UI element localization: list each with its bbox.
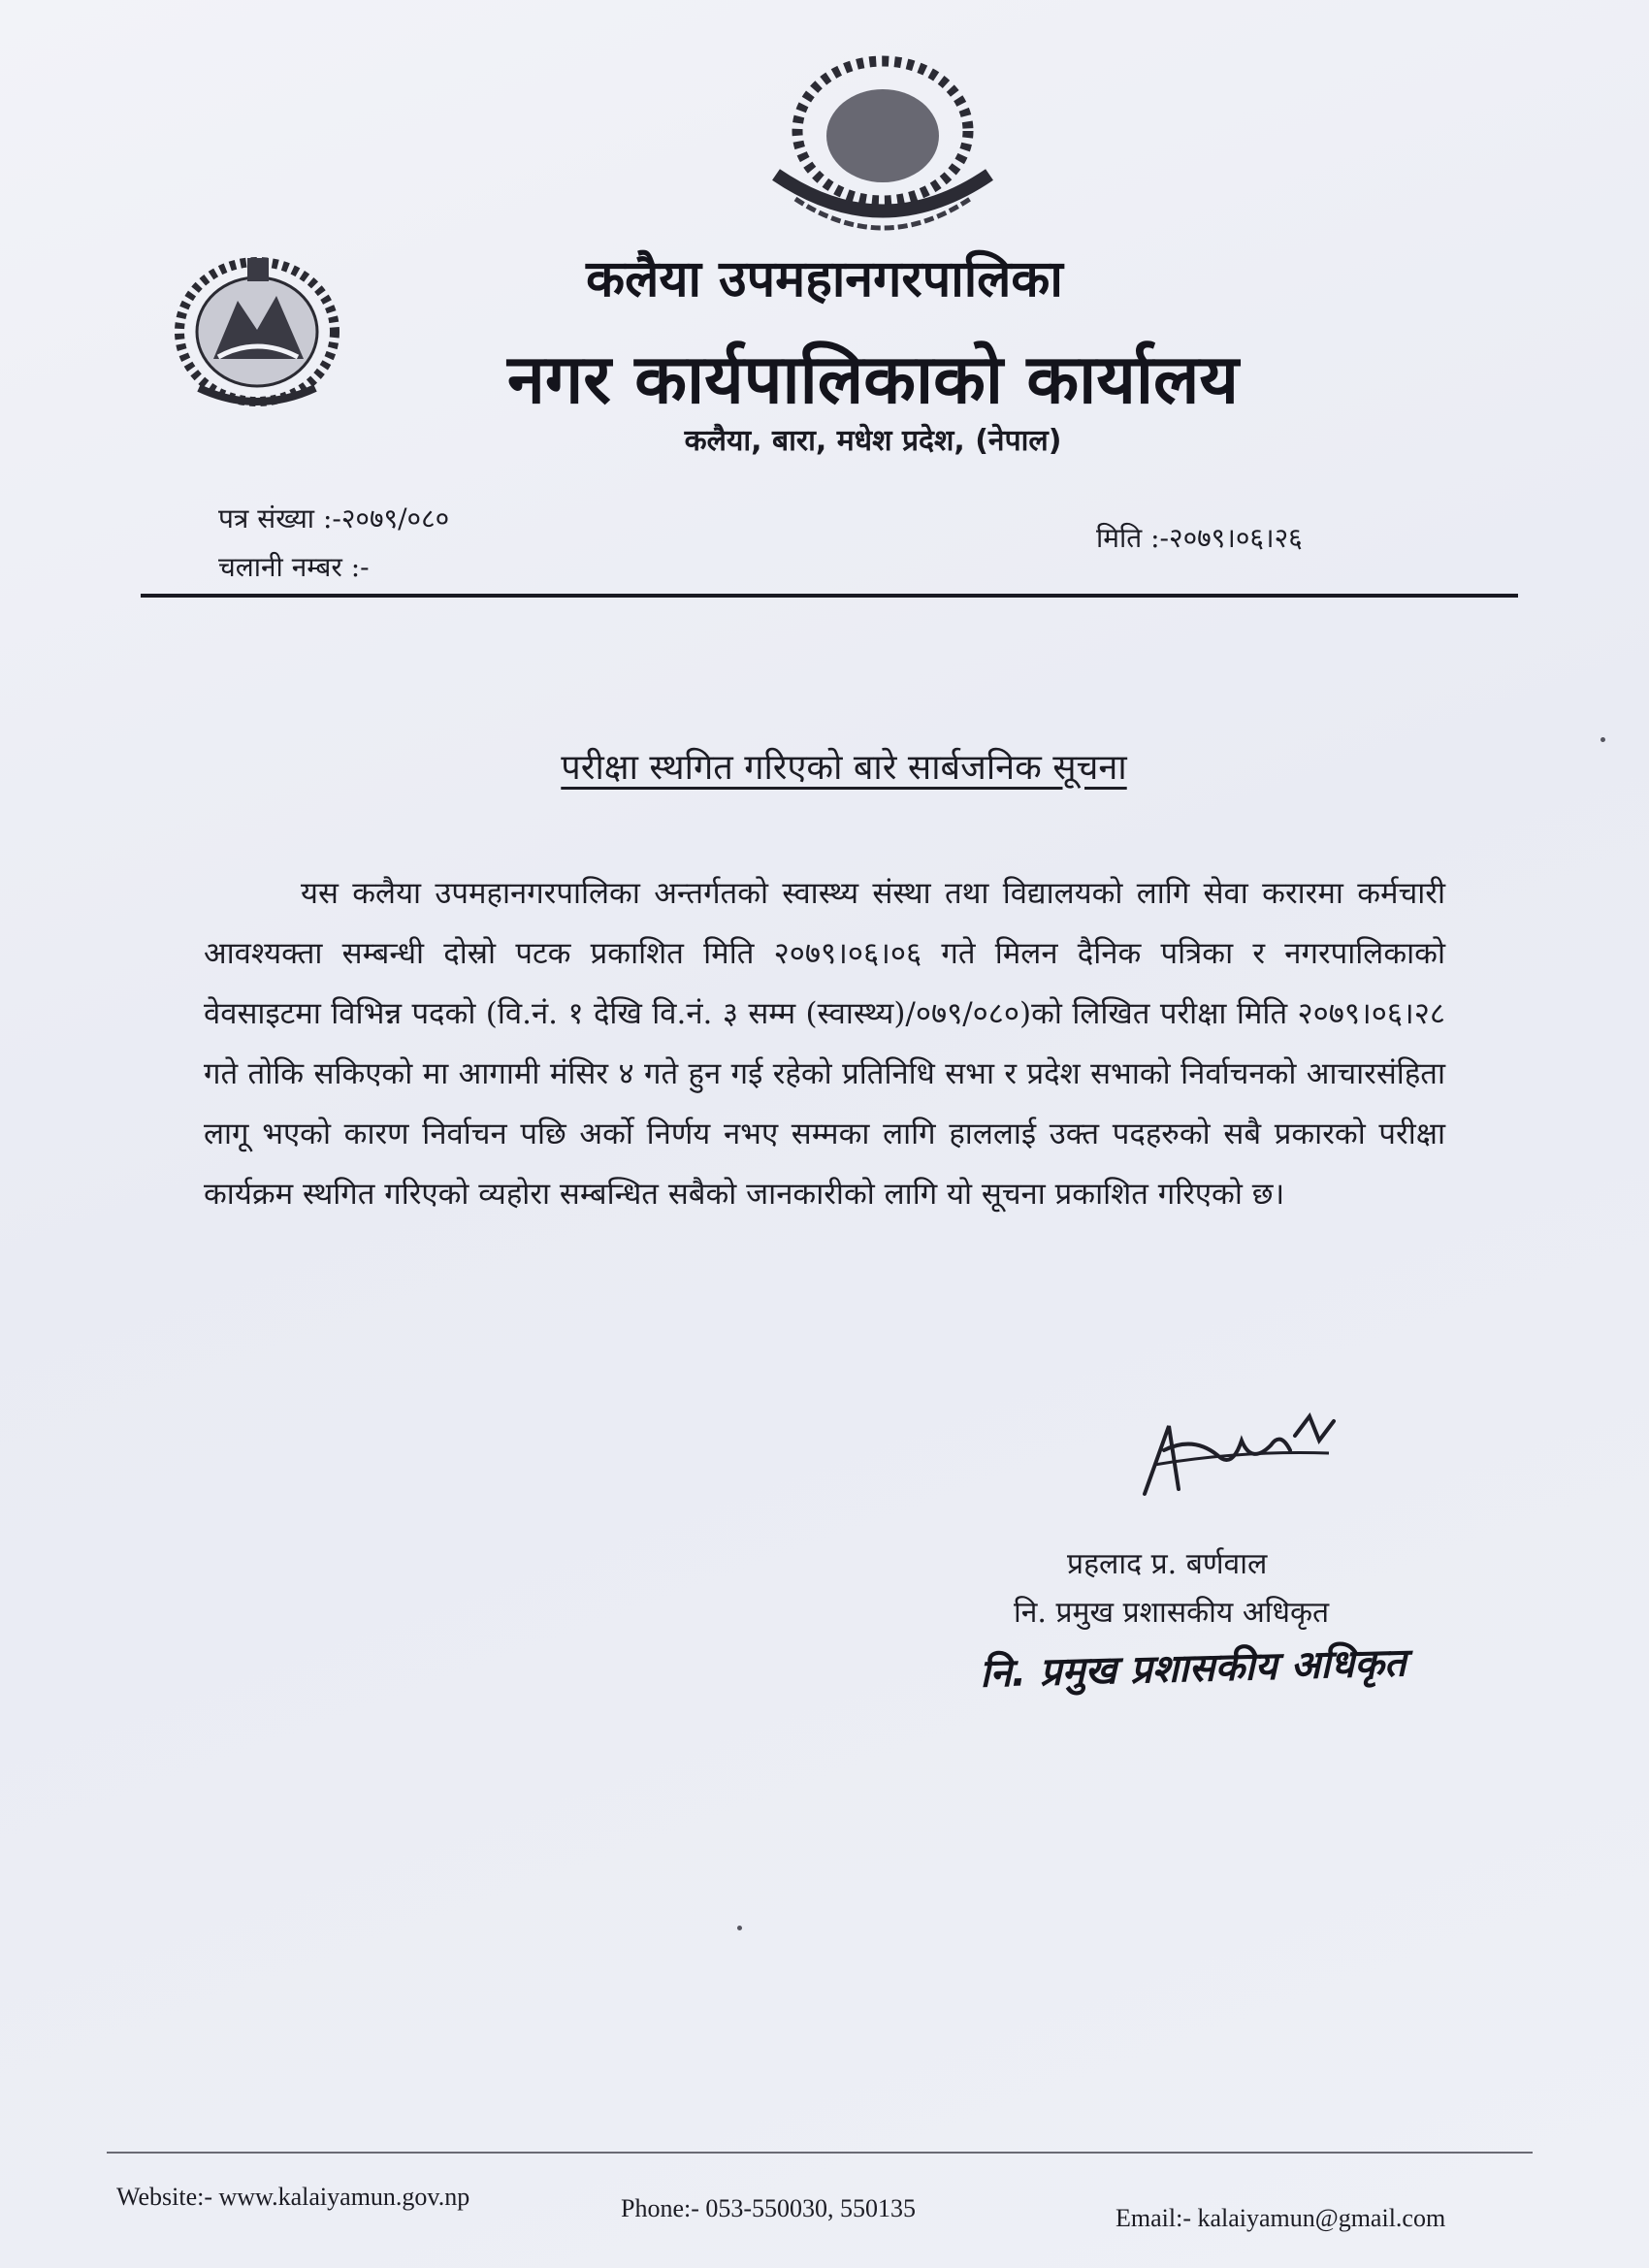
paper-speck xyxy=(737,1926,742,1930)
organization-name: कलैया उपमहानगरपालिका xyxy=(586,250,1063,308)
footer-website: Website:- www.kalaiyamun.gov.np xyxy=(116,2183,470,2211)
footer-phone: Phone:- 053-550030, 550135 xyxy=(621,2194,917,2222)
office-seal-icon xyxy=(737,39,1028,262)
office-address: कलैया, बारा, मधेश प्रदेश, (नेपाल) xyxy=(684,424,1062,458)
paper-speck xyxy=(1600,737,1605,742)
office-name: नगर कार्यपालिकाको कार्यालय xyxy=(506,340,1240,419)
handwritten-signature-icon xyxy=(1125,1397,1348,1513)
signatory-stamp: नि. प्रमुख प्रशासकीय अधिकृत xyxy=(979,1640,1407,1697)
reference-number: पत्र संख्या :-२०७९/०८० xyxy=(218,502,450,535)
signatory-name: प्रहलाद प्र. बर्णवाल xyxy=(1067,1547,1268,1581)
notice-title: परीक्षा स्थगित गरिएको बारे सार्बजनिक सूचना xyxy=(561,748,1127,788)
letter-date: मिति :-२०७९।०६।२६ xyxy=(1096,522,1303,554)
footer-divider xyxy=(107,2152,1533,2154)
dispatch-number: चलानी नम्बर :- xyxy=(218,551,370,583)
footer-email: Email:- kalaiyamun@gmail.com xyxy=(1116,2204,1446,2232)
notice-body: यस कलैया उपमहानगरपालिका अन्तर्गतको स्वास्थ्य संस्था तथा विद्यालयको लागि सेवा करारमा कर्मचारी आवश्यक्ता सम्बन्धी दोस्रो पटक प्रकाशित मिति २०७९।०६।०६ गते मिलन दैनिक पत्रिका र नगरपालिकाको वेवसाइटमा विभिन्न पदको (वि.नं. १ देखि वि.नं. ३ सम्म (स्वास्थ्य)/०७९/०८०)को लिखित परीक्षा मिति २०७९।०६।२८ गते तोकि सकिएको मा आगामी मंसिर ४ गते हुन गई रहेको प्रतिनिधि सभा र प्रदेश सभाको निर्वाचनको आचारसंहिता लागू भएको कारण निर्वाचन पछि अर्को निर्णय नभए सम्मका लागि हाललाई उक्त पदहरुको सबै प्रकारको परीक्षा कार्यक्रम स्थगित गरिएको व्यहोरा सम्बन्धित सबैको जानकारीको लागि यो सूचना प्रकाशित गरिएको छ। xyxy=(204,876,1445,1212)
signatory-title: नि. प्रमुख प्रशासकीय अधिकृत xyxy=(1014,1596,1330,1630)
header-divider xyxy=(141,594,1518,598)
